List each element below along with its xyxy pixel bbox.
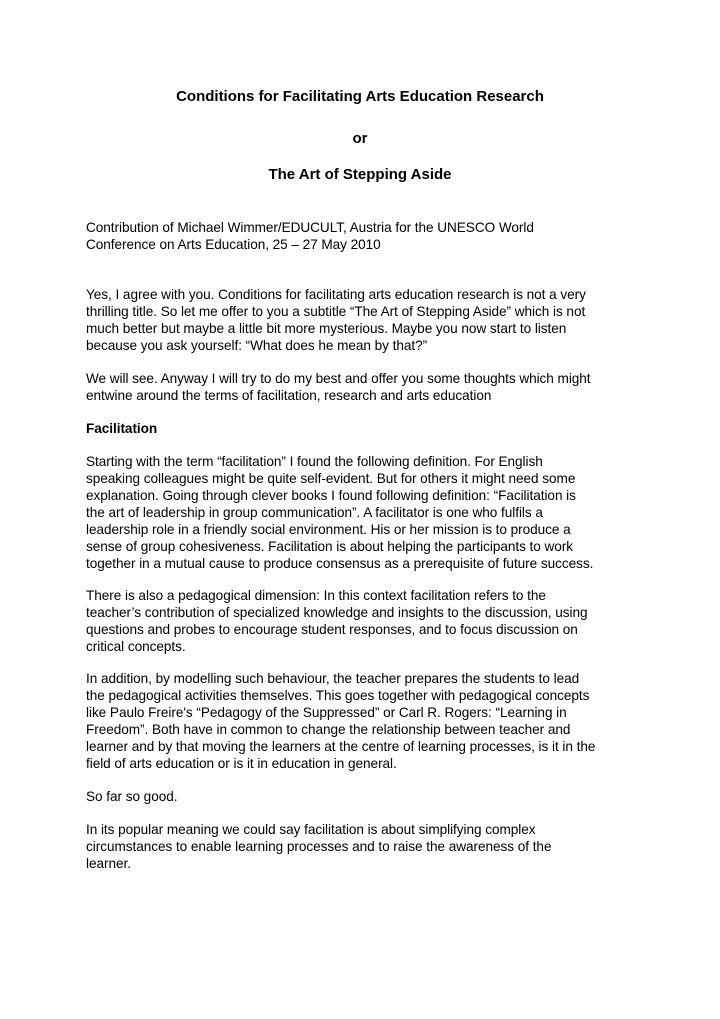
text-line: the pedagogical activities themselves. This goes together with pedagogical concepts <box>86 688 590 703</box>
paragraph-definition <box>86 453 646 572</box>
paragraph-pedagogical <box>86 587 646 655</box>
text-line: entwine around the terms of facilitation, research and arts education <box>86 388 492 403</box>
text-line: the art of leadership in group communication”. A facilitator is one who fulfils a <box>86 505 543 520</box>
text-line: speaking colleagues might be quite self-evident. But for others it might need some <box>86 471 576 486</box>
text-line: There is also a pedagogical dimension: In this context facilitation refers to the <box>86 588 546 603</box>
text-line: leadership role in a friendly social environment. His or her mission is to produce a <box>86 522 571 537</box>
text-line: learner and by that moving the learners at the centre of learning processes, is it in the <box>86 739 596 754</box>
text-line: In its popular meaning we could say facilitation is about simplifying complex <box>86 822 536 837</box>
text-line: learner. <box>86 856 131 871</box>
text-line: field of arts education or is it in education in general. <box>86 756 397 771</box>
text-line: much better but maybe a little bit more mysterious. Maybe you now start to listen <box>86 321 567 336</box>
contribution-note <box>86 219 646 253</box>
text-line: In addition, by modelling such behaviour, the teacher prepares the students to lead <box>86 671 580 686</box>
text-line: explanation. Going through clever books I found following definition: “Facilitation is <box>86 488 576 503</box>
text-line: because you ask yourself: “What does he mean by that?” <box>86 338 428 353</box>
text-line: circumstances to enable learning processes and to raise the awareness of the <box>86 839 552 854</box>
text-line: questions and probes to encourage student responses, and to focus discussion on <box>86 622 578 637</box>
text-line: like Paulo Freire's “Pedagogy of the Suppressed” or Carl R. Rogers: “Learning in <box>86 705 567 720</box>
text-line: thrilling title. So let me offer to you a subtitle “The Art of Stepping Aside” which is not <box>86 304 586 319</box>
paragraph-we-will-see <box>86 370 646 404</box>
text-line: We will see. Anyway I will try to do my best and offer you some thoughts which might <box>86 371 591 386</box>
document-title: Conditions for Facilitating Arts Education Research <box>176 88 544 105</box>
paragraph-so-far: So far so good. <box>86 789 178 804</box>
paragraph-intro <box>86 286 646 354</box>
text-line: teacher’s contribution of specialized knowledge and insights to the discussion, using <box>86 605 588 620</box>
text-line: Starting with the term “facilitation” I found the following definition. For English <box>86 454 543 469</box>
title-connector: or <box>352 130 368 147</box>
section-heading-facilitation: Facilitation <box>86 421 158 436</box>
text-line: sense of group cohesiveness. Facilitation is about helping the participants to work <box>86 539 574 554</box>
document-subtitle: The Art of Stepping Aside <box>268 166 452 183</box>
text-line: Yes, I agree with you. Conditions for facilitating arts education research is not a very <box>86 287 586 302</box>
text-line: Conference on Arts Education, 25 – 27 May 2010 <box>86 237 381 252</box>
text-line: together in a mutual cause to produce consensus as a prerequisite of future success. <box>86 556 594 571</box>
text-line: Freedom”. Both have in common to change the relationship between teacher and <box>86 722 571 737</box>
paragraph-popular <box>86 821 646 872</box>
text-line: critical concepts. <box>86 639 186 654</box>
paragraph-modelling <box>86 670 646 772</box>
text-line: Contribution of Michael Wimmer/EDUCULT, Austria for the UNESCO World <box>86 220 534 235</box>
